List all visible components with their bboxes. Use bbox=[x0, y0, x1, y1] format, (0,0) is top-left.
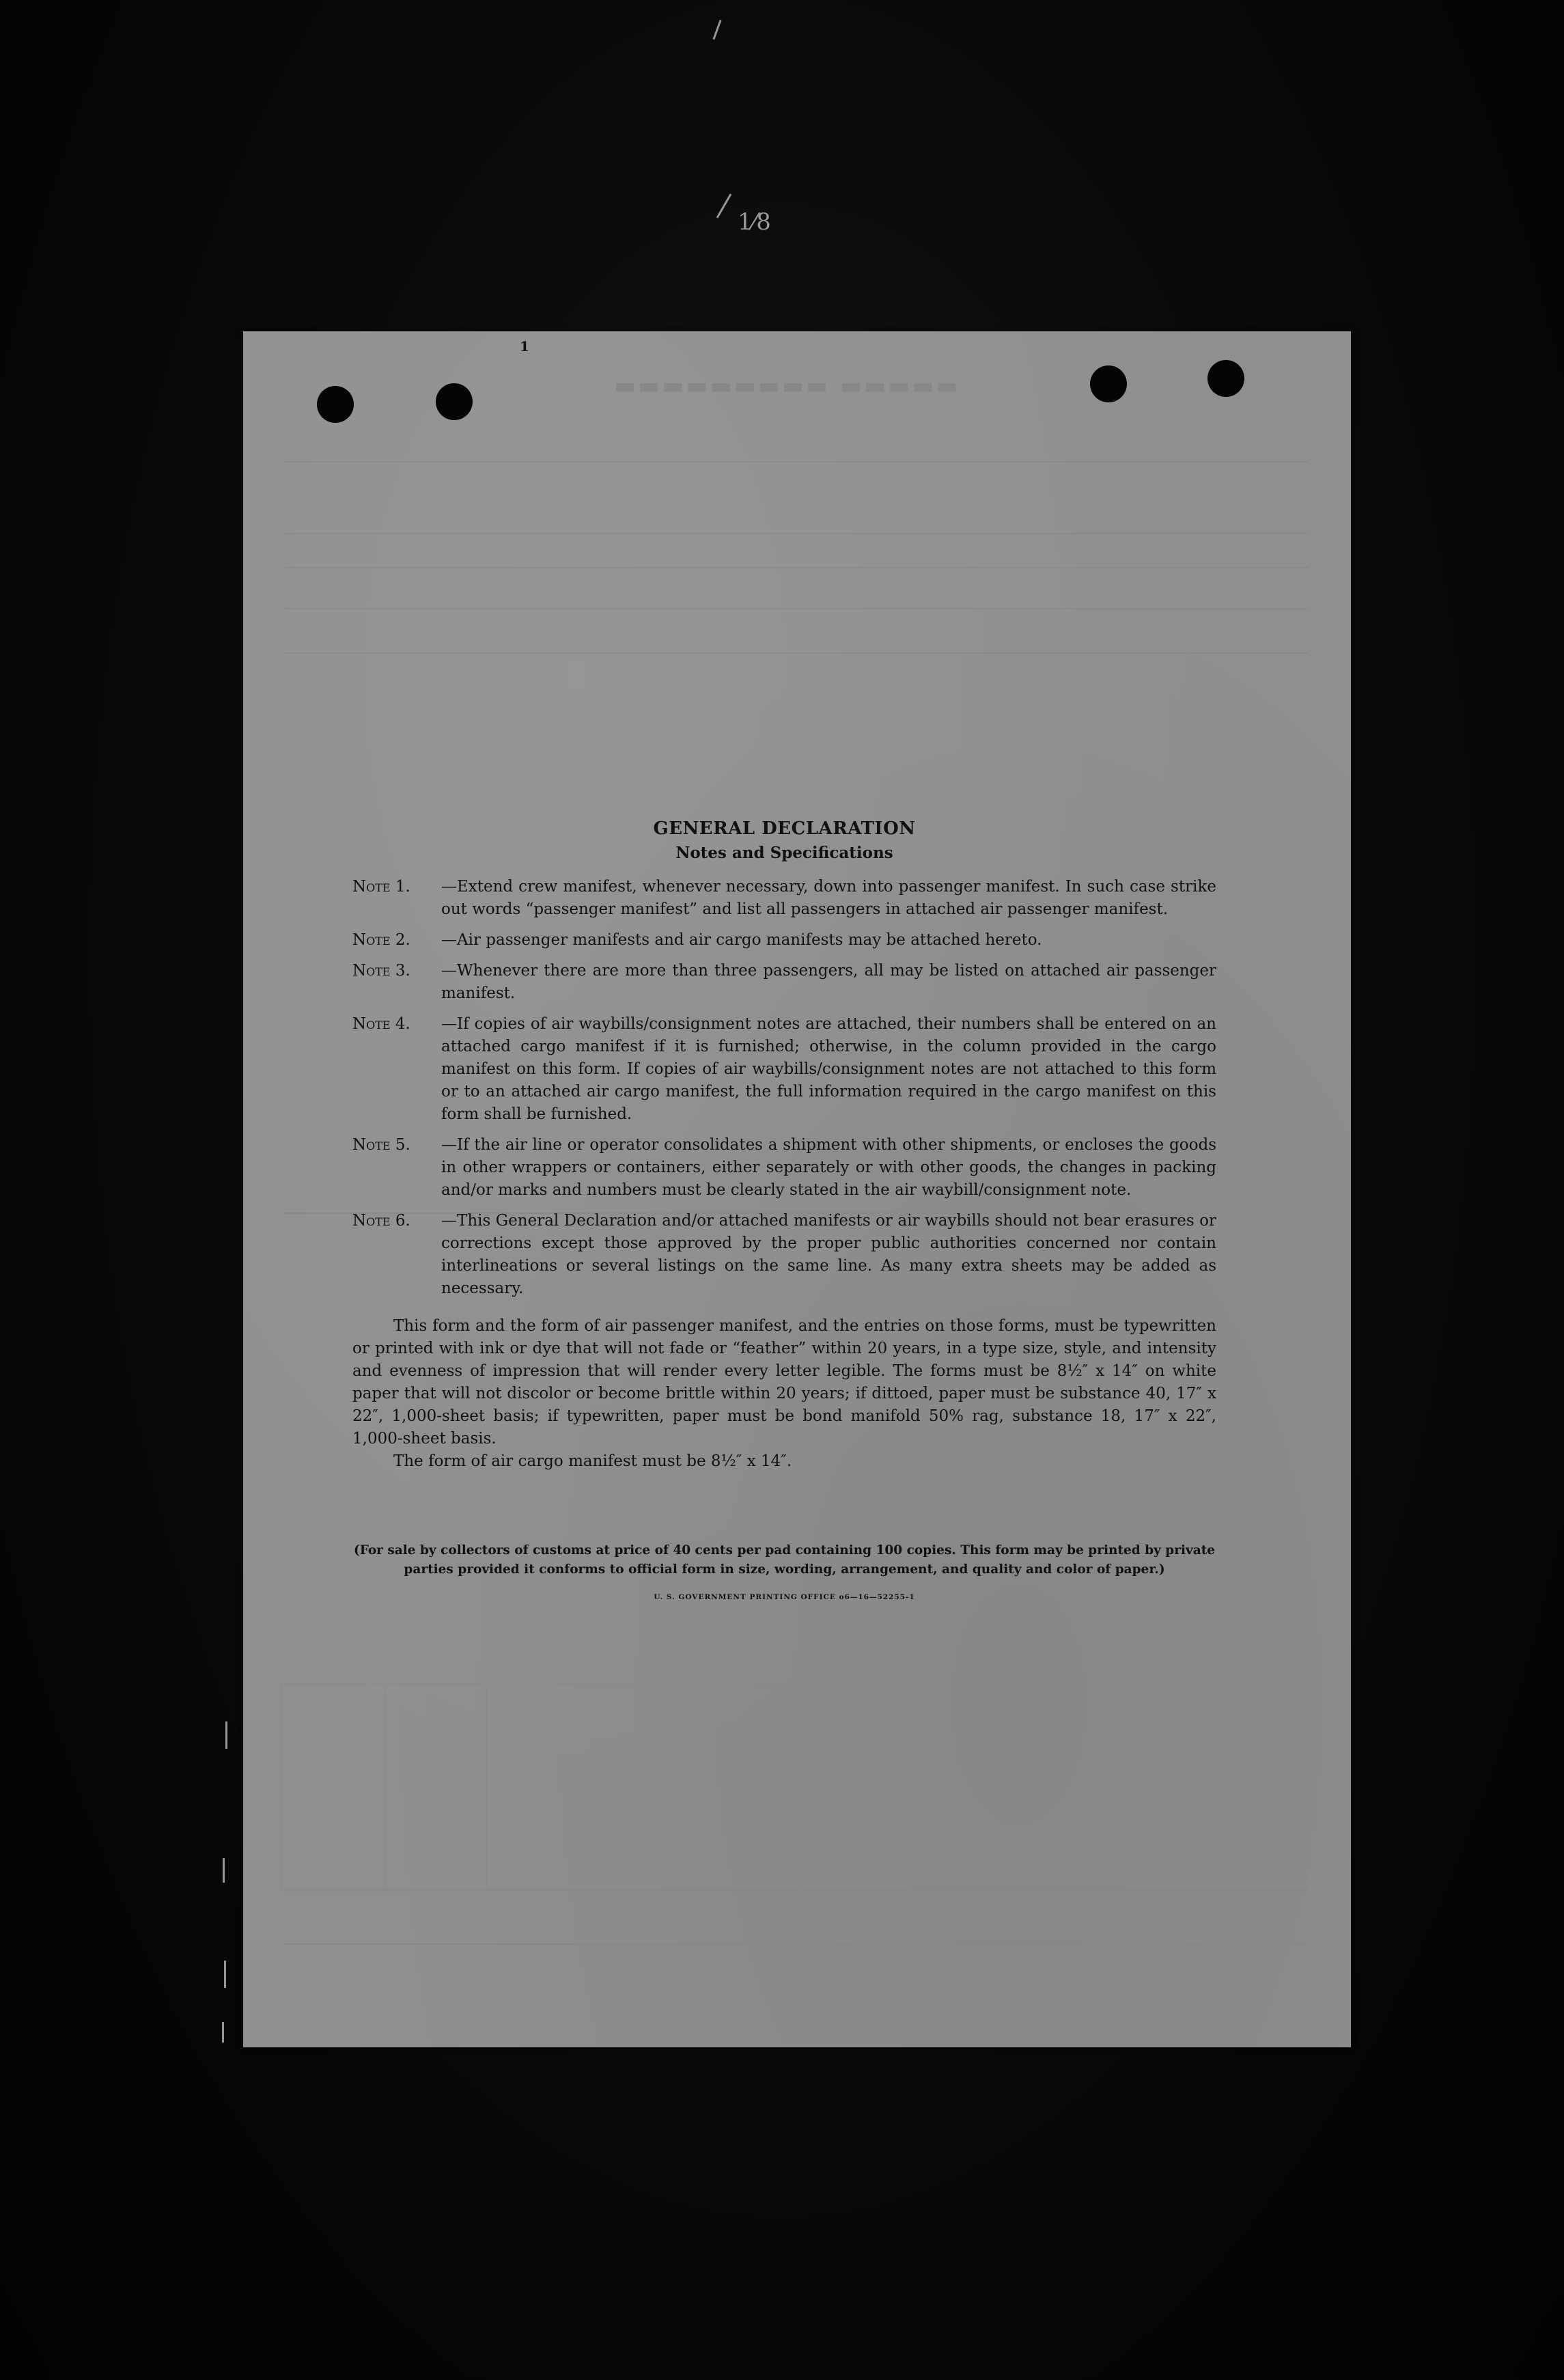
punch-hole bbox=[1090, 365, 1127, 402]
film-scratch bbox=[224, 1961, 226, 1988]
bleed-through-line bbox=[284, 652, 1309, 654]
document-title: GENERAL DECLARATION bbox=[653, 818, 916, 839]
note-text: —This General Declaration and/or attached manifests or air waybills should not bear erasures or corrections except those approved by the proper public authorities concerned nor contain interlineations or several listings on the same line. As many extra sheets may be added as necessary. bbox=[441, 1212, 1216, 1297]
note-6 bbox=[352, 1210, 1216, 1300]
bleed-through-table bbox=[280, 1684, 1307, 1892]
bleed-through-line bbox=[284, 461, 1309, 462]
note-label: Note 6. bbox=[352, 1212, 410, 1230]
film-scratch bbox=[222, 2022, 224, 2043]
note-label: Note 4. bbox=[352, 1015, 410, 1033]
bleed-through-heading: ▬▬▬▬▬ ▬▬▬▬▬▬▬▬▬ bbox=[612, 372, 958, 400]
note-text: —Air passenger manifests and air cargo manifests may be attached hereto. bbox=[441, 931, 1042, 949]
punch-hole bbox=[1207, 360, 1244, 397]
note-label: Note 1. bbox=[352, 878, 410, 896]
document-subtitle: Notes and Specifications bbox=[675, 844, 893, 862]
bleed-through-line bbox=[284, 1943, 1309, 1945]
punch-hole bbox=[436, 383, 473, 420]
film-scratch bbox=[225, 1721, 227, 1749]
note-label: Note 3. bbox=[352, 962, 410, 980]
note-text: —Whenever there are more than three passengers, all may be listed on attached air passenger manifest. bbox=[441, 962, 1216, 1002]
punch-hole bbox=[317, 386, 354, 423]
note-text: —Extend crew manifest, whenever necessary, down into passenger manifest. In such case strike out words “passenger manifest” and list all passengers in attached air passenger manifest. bbox=[441, 878, 1216, 918]
cargo-manifest-size-paragraph: The form of air cargo manifest must be 8½″ x 14″. bbox=[393, 1452, 792, 1470]
bleed-through-line bbox=[284, 533, 1309, 534]
bleed-through-line bbox=[284, 567, 1309, 568]
handwritten-margin-mark: 1⁄8 bbox=[738, 208, 771, 236]
note-text: —If copies of air waybills/consignment notes are attached, their numbers shall be entered on an attached cargo manifest if it is furnished; otherwise, in the column provided in the cargo manifest on this form. If copies of air waybills/consignment notes are not attached to this form or to an attached air cargo manifest, the full information required in the cargo manifest on this form shall be furnished. bbox=[441, 1015, 1216, 1123]
form-requirements-paragraph: This form and the form of air passenger manifest, and the entries on those forms, must be typewritten or printed with ink or dye that will not fade or “feather” within 20 years, in a type size, style, and intensity and evenness of impression that will render every letter legible. The forms must be 8½″ x 14″ on white paper that will not discolor or become brittle within 20 years; if dittoed, paper must be substance 40, 17″ x 22″, 1,000-sheet basis; if typewritten, paper must be bond manifold 50% rag, substance 18, 17″ x 22″, 1,000-sheet basis. bbox=[352, 1317, 1216, 1448]
note-3 bbox=[352, 960, 1216, 1005]
note-5 bbox=[352, 1134, 1216, 1202]
page-number: 1 bbox=[520, 338, 529, 355]
note-2 bbox=[352, 929, 1216, 952]
bleed-through-line bbox=[284, 608, 1309, 609]
note-label: Note 2. bbox=[352, 931, 410, 949]
note-1 bbox=[352, 876, 1216, 921]
note-4 bbox=[352, 1013, 1216, 1126]
note-text: —If the air line or operator consolidates a shipment with other shipments, or encloses the goods in other wrappers or containers, either separately or with other goods, the changes in packing and/or marks and numbers must be clearly stated in the air waybill/consignment note. bbox=[441, 1136, 1216, 1199]
printing-office-imprint: U. S. GOVERNMENT PRINTING OFFICE o6—16—52255-1 bbox=[654, 1593, 915, 1601]
note-label: Note 5. bbox=[352, 1136, 410, 1154]
film-scratch bbox=[223, 1858, 225, 1883]
sale-notice: (For sale by collectors of customs at price of 40 cents per pad containing 100 copies. This form may be printed by private parties provided it conforms to official form in size, wording, arrangement, and quality and color of paper.) bbox=[353, 1543, 1216, 1577]
notes-content bbox=[352, 817, 1216, 1601]
